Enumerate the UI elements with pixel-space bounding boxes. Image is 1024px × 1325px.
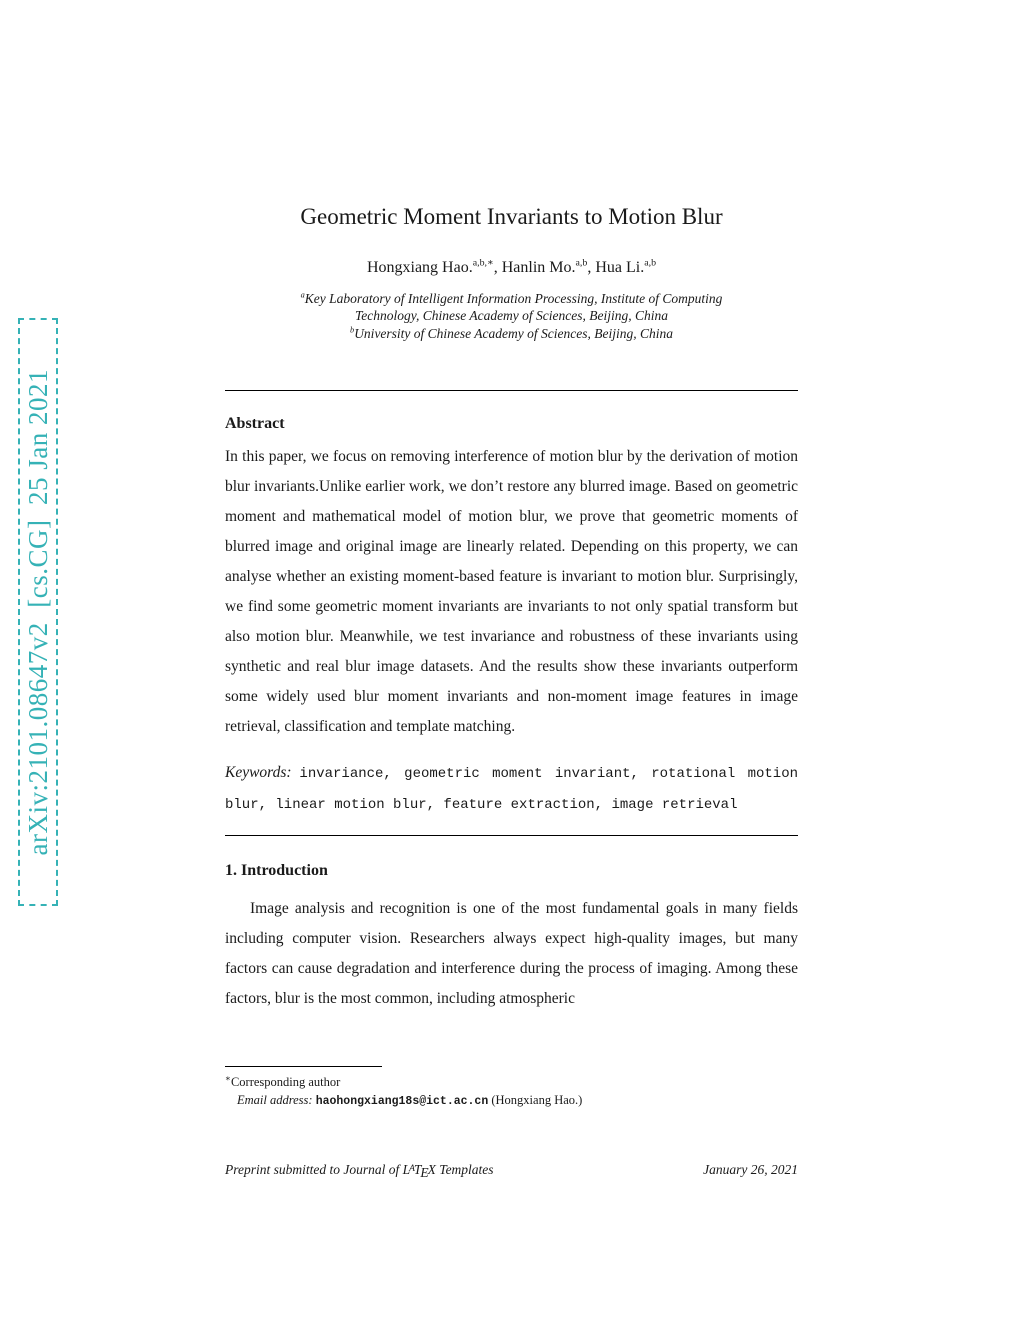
affiliation-line bbox=[286, 325, 738, 343]
section-text-introduction: Image analysis and recognition is one of the most fundamental goals in many fields including computer vision. Researchers always expect high-quality images, but many factors can cause degradation and interference during the process of imaging. Among these factors, blur is the most common, including atmospheric bbox=[225, 900, 798, 1008]
keywords-label: Keywords: bbox=[225, 763, 292, 781]
latex-a: A bbox=[409, 1164, 415, 1174]
footer-date: January 26, 2021 bbox=[703, 1162, 798, 1177]
author-name: Hua Li. bbox=[595, 258, 645, 276]
affiliation-line bbox=[286, 290, 738, 325]
footnote-email-label: Email address: bbox=[237, 1093, 313, 1108]
footnote-email-line bbox=[225, 1092, 798, 1110]
affiliation-text: Key Laboratory of Intelligent Information Processing, Institute of Computing Technology, Chinese Academy of Sciences, Beijing, China bbox=[304, 290, 723, 324]
abstract-heading: Abstract bbox=[225, 415, 285, 433]
footer-left-post: Templates bbox=[435, 1162, 494, 1177]
abstract-top-rule bbox=[225, 390, 798, 391]
authors-line bbox=[225, 259, 798, 277]
footnote-corresponding-line bbox=[225, 1073, 798, 1090]
arxiv-watermark-box bbox=[18, 318, 58, 906]
author-separator: , bbox=[493, 258, 502, 276]
footnote-rule bbox=[225, 1066, 382, 1067]
footnote-email-suffix: (Hongxiang Hao.) bbox=[491, 1093, 583, 1108]
paper-column bbox=[225, 203, 798, 1030]
arxiv-watermark-text: arXiv:2101.08647v2 [cs.CG] 25 Jan 2021 bbox=[22, 368, 53, 856]
author-superscript: a,b,∗ bbox=[472, 257, 494, 269]
section-heading-introduction: 1. Introduction bbox=[225, 862, 328, 880]
latex-t: T bbox=[413, 1162, 422, 1177]
affiliation-superscript: b bbox=[350, 325, 355, 335]
author-superscript: a,b bbox=[575, 257, 588, 269]
footnote-corresponding-text: Corresponding author bbox=[230, 1075, 341, 1090]
footer-left bbox=[225, 1162, 494, 1181]
affiliation-text: University of Chinese Academy of Sciences, Beijing, China bbox=[354, 325, 673, 341]
keywords-text: invariance, geometric moment invariant, rotational motion blur, linear motion blur, feature extraction, image retrieval bbox=[225, 765, 799, 813]
abstract-bottom-rule bbox=[225, 835, 798, 836]
author-superscript: a,b bbox=[644, 257, 657, 269]
affiliations bbox=[225, 290, 798, 343]
footnote-star: ∗ bbox=[225, 1073, 231, 1083]
affiliation-superscript: a bbox=[300, 290, 305, 300]
latex-l: L bbox=[402, 1162, 411, 1177]
footer-left-pre: Preprint submitted to Journal of bbox=[225, 1162, 403, 1177]
keywords-line bbox=[225, 758, 798, 820]
footnote-block bbox=[225, 1066, 798, 1110]
footnote-email-address: haohongxiang18s@ict.ac.cn bbox=[315, 1095, 489, 1109]
latex-logo bbox=[402, 1162, 436, 1180]
author-name: Hongxiang Hao. bbox=[366, 258, 473, 276]
paper-title: Geometric Moment Invariants to Motion Blur bbox=[300, 204, 723, 229]
author-separator: , bbox=[587, 258, 596, 276]
author-name: Hanlin Mo. bbox=[501, 258, 576, 276]
abstract-text: In this paper, we focus on removing interference of motion blur by the derivation of motion blur invariants.Unlike earlier work, we don’t restore any blurred image. Based on geometric moment and mathematical model of motion blur, we prove that geometric moments of blurred image and original image are linearly related. Depending on this property, we can analyse whether an existing moment-based feature is invariant to motion blur. Surprisingly, we find some geometric moment invariants are invariants to not only spatial transform but also motion blur. Meanwhile, we test invariance and robustness of these invariants using synthetic and real blur image datasets. And the results show these invariants outperform some widely used blur moment invariants and non-moment image features in image retrieval, classification and template matching. bbox=[225, 448, 798, 736]
latex-e: E bbox=[420, 1165, 429, 1180]
latex-x: X bbox=[427, 1162, 436, 1177]
page-footer bbox=[225, 1162, 798, 1181]
